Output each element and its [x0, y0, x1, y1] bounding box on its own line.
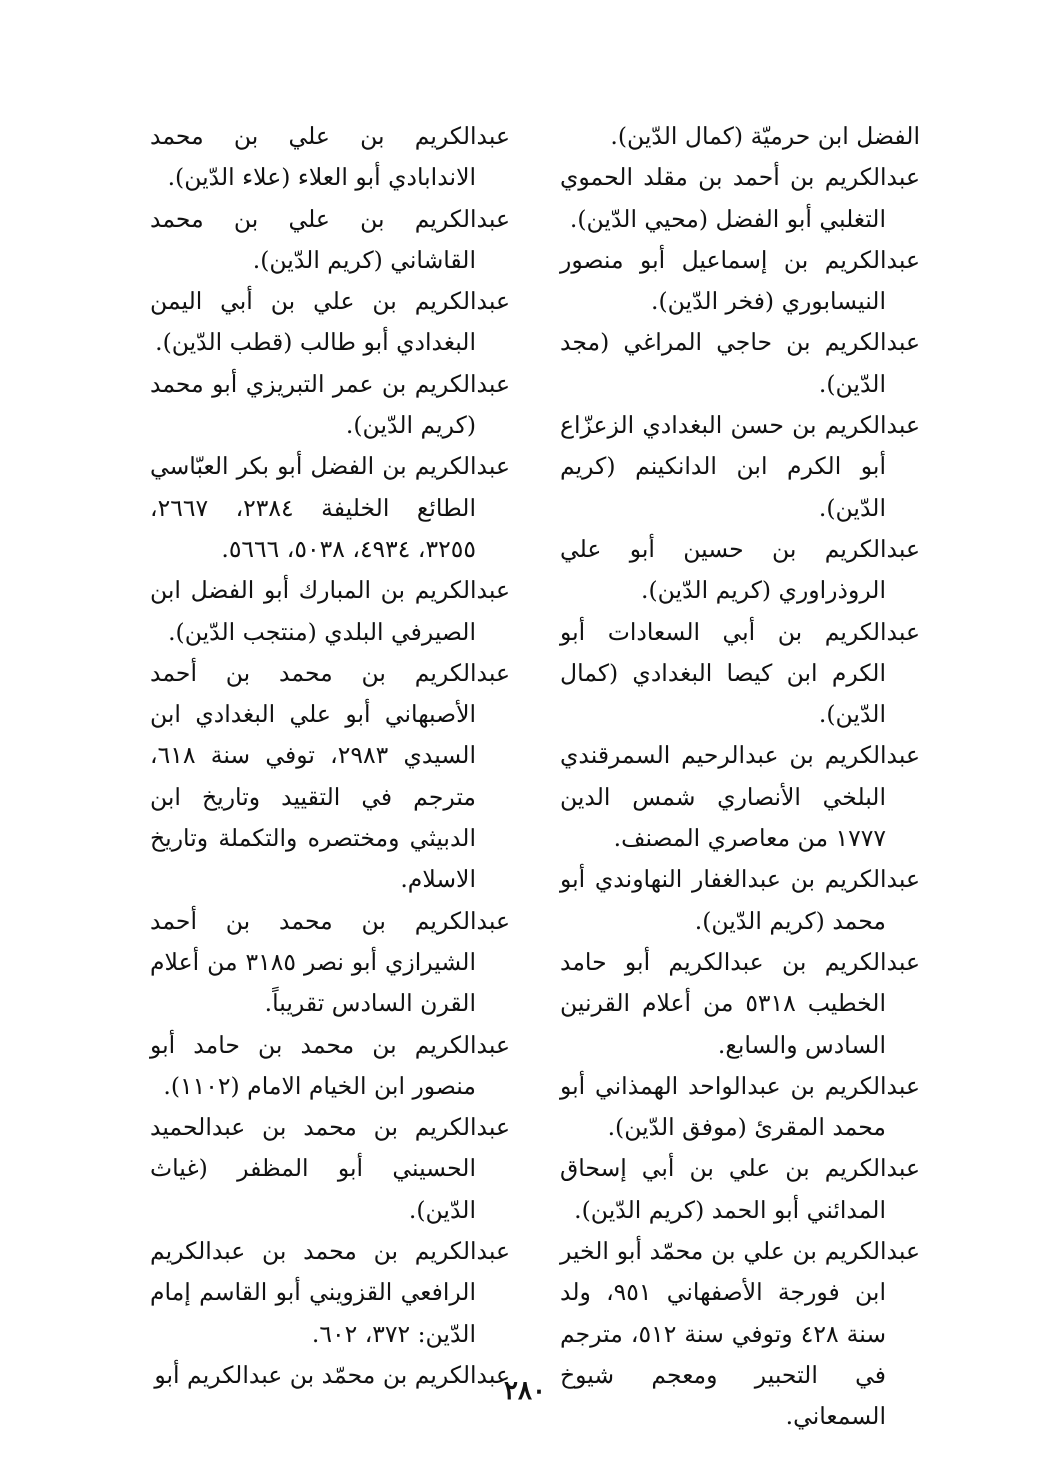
- index-entry: عبدالكريم بن عبدالكريم أبو حامد الخطيب ٥٣١٨ من أعلام القرنين السادس والسابع.: [560, 947, 920, 1059]
- index-entry: عبدالكريم بن الفضل أبو بكر العبّاسي الطائع الخليفة ٢٣٨٤، ٢٦٦٧، ٣٢٥٥، ٤٩٣٤، ٥٠٣٨، ٥٦٦٦.: [150, 452, 510, 563]
- index-entry: عبدالكريم بن عبدالغفار النهاوندي أبو محمد (كريم الدّين).: [560, 865, 920, 935]
- index-entry: عبدالكريم بن محمد بن أحمد الشيرازي أبو نصر ٣١٨٥ من أعلام القرن السادس تقريباً.: [150, 906, 510, 1018]
- index-entry: عبدالكريم بن حسن البغدادي الزعزّاع أبو الكرم ابن الدانكينم (كريم الدّين).: [560, 411, 920, 522]
- index-entry: عبدالكريم بن أحمد بن مقلد الحموي التغلبي أبو الفضل (محيي الدّين).: [560, 163, 920, 233]
- index-entry: عبدالكريم بن علي بن محمد القاشاني (كريم الدّين).: [150, 204, 510, 274]
- left-column: [150, 116, 510, 1396]
- index-entry: عبدالكريم بن علي بن أبي إسحاق المدائني أبو الحمد (كريم الدّين).: [560, 1154, 920, 1224]
- index-entry: عبدالكريم بن محمد بن عبدالكريم الرافعي القزويني أبو القاسم إمام الدّين: ٣٧٢، ٦٠٢.: [150, 1237, 510, 1348]
- index-entry: عبدالكريم بن محمد بن حامد أبو منصور ابن الخيام الامام (١١٠٢).: [150, 1030, 510, 1100]
- index-entry: الفضل ابن حرميّة (كمال الدّين).: [610, 122, 920, 150]
- index-entry: عبدالكريم بن علي بن أبي اليمن البغدادي أبو طالب (قطب الدّين).: [150, 287, 510, 357]
- index-entry: عبدالكريم بن عبدالرحيم السمرقندي البلخي الأنصاري شمس الدين ١٧٧٧ من معاصري المصنف.: [560, 741, 920, 853]
- index-entry: عبدالكريم بن حسين أبو علي الروذراوري (كريم الدّين).: [560, 534, 920, 605]
- right-column: [560, 116, 920, 1438]
- index-entry: عبدالكريم بن حاجي المراغي (مجد الدّين).: [560, 328, 920, 398]
- index-entry: عبدالكريم بن عبدالواحد الهمذاني أبو محمد المقرئ (موفق الدّين).: [560, 1071, 920, 1142]
- index-entry: عبدالكريم بن محمّد بن عبدالكريم أبو: [154, 1360, 510, 1389]
- index-entry: عبدالكريم بن أبي السعادات أبو الكرم ابن كيصا البغدادي (كمال الدّين).: [560, 617, 920, 729]
- index-entry: عبدالكريم بن علي بن محمّد أبو الخير ابن فورجة الأصفهاني ٩٥١، ولد سنة ٤٢٨ وتوفي سنة ٥١٢، مترجم في التحبير ومعجم شيوخ السمعاني.: [560, 1237, 920, 1431]
- index-entry: عبدالكريم بن المبارك أبو الفضل ابن الصيرفي البلدي (منتجب الدّين).: [150, 576, 510, 646]
- index-entry: عبدالكريم بن عمر التبريزي أبو محمد (كريم الدّين).: [150, 369, 510, 440]
- index-entry: عبدالكريم بن إسماعيل أبو منصور النيسابوري (فخر الدّين).: [560, 245, 920, 316]
- index-entry: عبدالكريم بن محمد بن عبدالحميد الحسيني أبو المظفر (غياث الدّين).: [150, 1113, 510, 1224]
- index-entry: عبدالكريم بن محمد بن أحمد الأصبهاني أبو علي البغدادي ابن السيدي ٢٩٨٣، توفي سنة ٦١٨، مترجم في التقييد وتاريخ ابن الدبيثي ومختصره والتكملة وتاريخ الاسلام.: [150, 658, 510, 894]
- page-number: ٢٨٠: [504, 1376, 546, 1406]
- index-entry: عبدالكريم بن علي بن محمد الاندابادي أبو العلاء (علاء الدّين).: [150, 122, 510, 192]
